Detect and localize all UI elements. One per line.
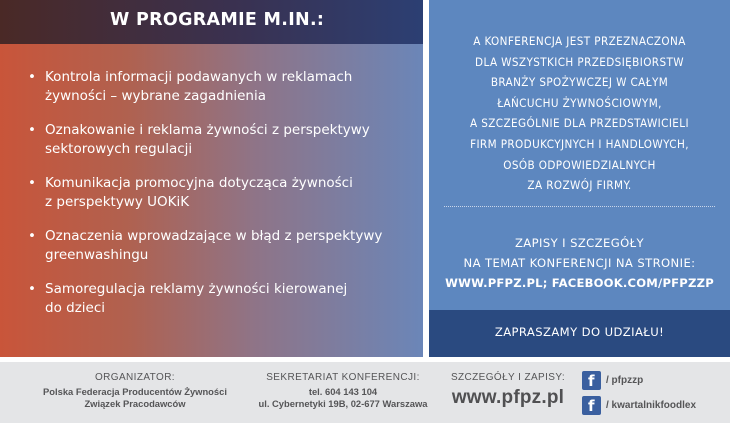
bullet-icon: •: [28, 175, 36, 191]
secretariat-address: ul. Cybernetyki 19B, 02-677 Warszawa: [258, 397, 428, 409]
secretariat-heading: SEKRETARIAT KONFERENCJI:: [266, 372, 420, 383]
secretariat-phone: tel. 604 143 104: [308, 386, 378, 397]
details-block: [445, 372, 571, 409]
bullet-icon: •: [28, 281, 36, 297]
social-link-pfpzzp[interactable]: [582, 371, 722, 391]
organizer-heading: ORGANIZATOR:: [95, 372, 175, 383]
bullet-icon: •: [28, 69, 36, 85]
topic-line: żywności – wybrane zagadnienia: [45, 88, 267, 104]
audience-line: FIRM PRODUKCYJNYCH I HANDLOWYCH,: [470, 136, 689, 151]
topic-line: Samoregulacja reklamy żywności kierowanej: [45, 281, 348, 297]
program-header: [0, 0, 423, 44]
audience-line: OSÓB ODPOWIEDZIALNYCH: [503, 157, 656, 172]
topic-line: Oznaczenia wprowadzające w błąd z perspektywy: [45, 228, 383, 244]
topic-line: z perspektywy UOKiK: [45, 194, 190, 210]
details-heading: SZCZEGÓŁY I ZAPISY:: [450, 372, 566, 383]
program-title: W PROGRAMIE M.IN.:: [110, 10, 325, 30]
registration-text: NA TEMAT KONFERENCJI NA STRONIE:: [463, 256, 696, 270]
invite-banner: [429, 310, 730, 357]
info-panel: [429, 0, 730, 357]
registration-links[interactable]: WWW.PFPZ.PL; FACEBOOK.COM/PFPZZP: [445, 276, 714, 290]
program-topics: [28, 68, 413, 333]
social-links: [582, 371, 722, 421]
secretariat-block: [244, 372, 442, 409]
program-topic: [28, 121, 413, 159]
program-topic: [28, 280, 413, 318]
facebook-icon[interactable]: f: [582, 371, 601, 390]
audience-line: DLA WSZYSTKICH PRZEDSIĘBIORSTW: [475, 54, 684, 69]
audience-line: A SZCZEGÓLNIE DLA PRZEDSTAWICIELI: [470, 116, 689, 131]
topic-line: sektorowych regulacji: [45, 141, 193, 157]
social-label[interactable]: / kwartalnikfoodlex: [606, 400, 697, 411]
registration-info: [429, 233, 730, 293]
invite-text: ZAPRASZAMY DO UDZIAŁU!: [494, 325, 665, 339]
audience-line: BRANŻY SPOŻYWCZEJ W CAŁYM: [490, 75, 669, 90]
website-link[interactable]: www.pfpz.pl: [451, 387, 565, 408]
bullet-icon: •: [28, 228, 36, 244]
social-label[interactable]: / pfpzzp: [606, 375, 644, 386]
social-link-foodlex[interactable]: [582, 396, 722, 416]
facebook-icon[interactable]: f: [582, 396, 601, 415]
program-topic: [28, 227, 413, 265]
program-topic: [28, 68, 413, 106]
topic-line: Kontrola informacji podawanych w reklamach: [45, 69, 353, 85]
audience-line: ŁAŃCUCHU ŻYWNOŚCIOWYM,: [497, 95, 662, 110]
bullet-icon: •: [28, 122, 36, 138]
audience-line: A KONFERENCJA JEST PRZEZNACZONA: [473, 34, 686, 48]
topic-line: do dzieci: [45, 300, 106, 316]
program-topic: [28, 174, 413, 212]
registration-heading: ZAPISY I SZCZEGÓŁY: [514, 236, 645, 250]
audience-description: [429, 31, 730, 196]
audience-line: ZA ROZWÓJ FIRMY.: [527, 178, 632, 193]
organizer-subtitle: Związek Pracodawców: [84, 397, 186, 409]
topic-line: greenwashingu: [45, 247, 149, 263]
topic-line: Oznakowanie i reklama żywności z perspektywy: [45, 122, 370, 138]
program-panel: [0, 0, 423, 357]
organizer-block: [20, 372, 250, 409]
topic-line: Komunikacja promocyjna dotycząca żywności: [45, 175, 353, 191]
dotted-divider: [444, 206, 715, 207]
organizer-name: Polska Federacja Producentów Żywności: [43, 386, 227, 397]
